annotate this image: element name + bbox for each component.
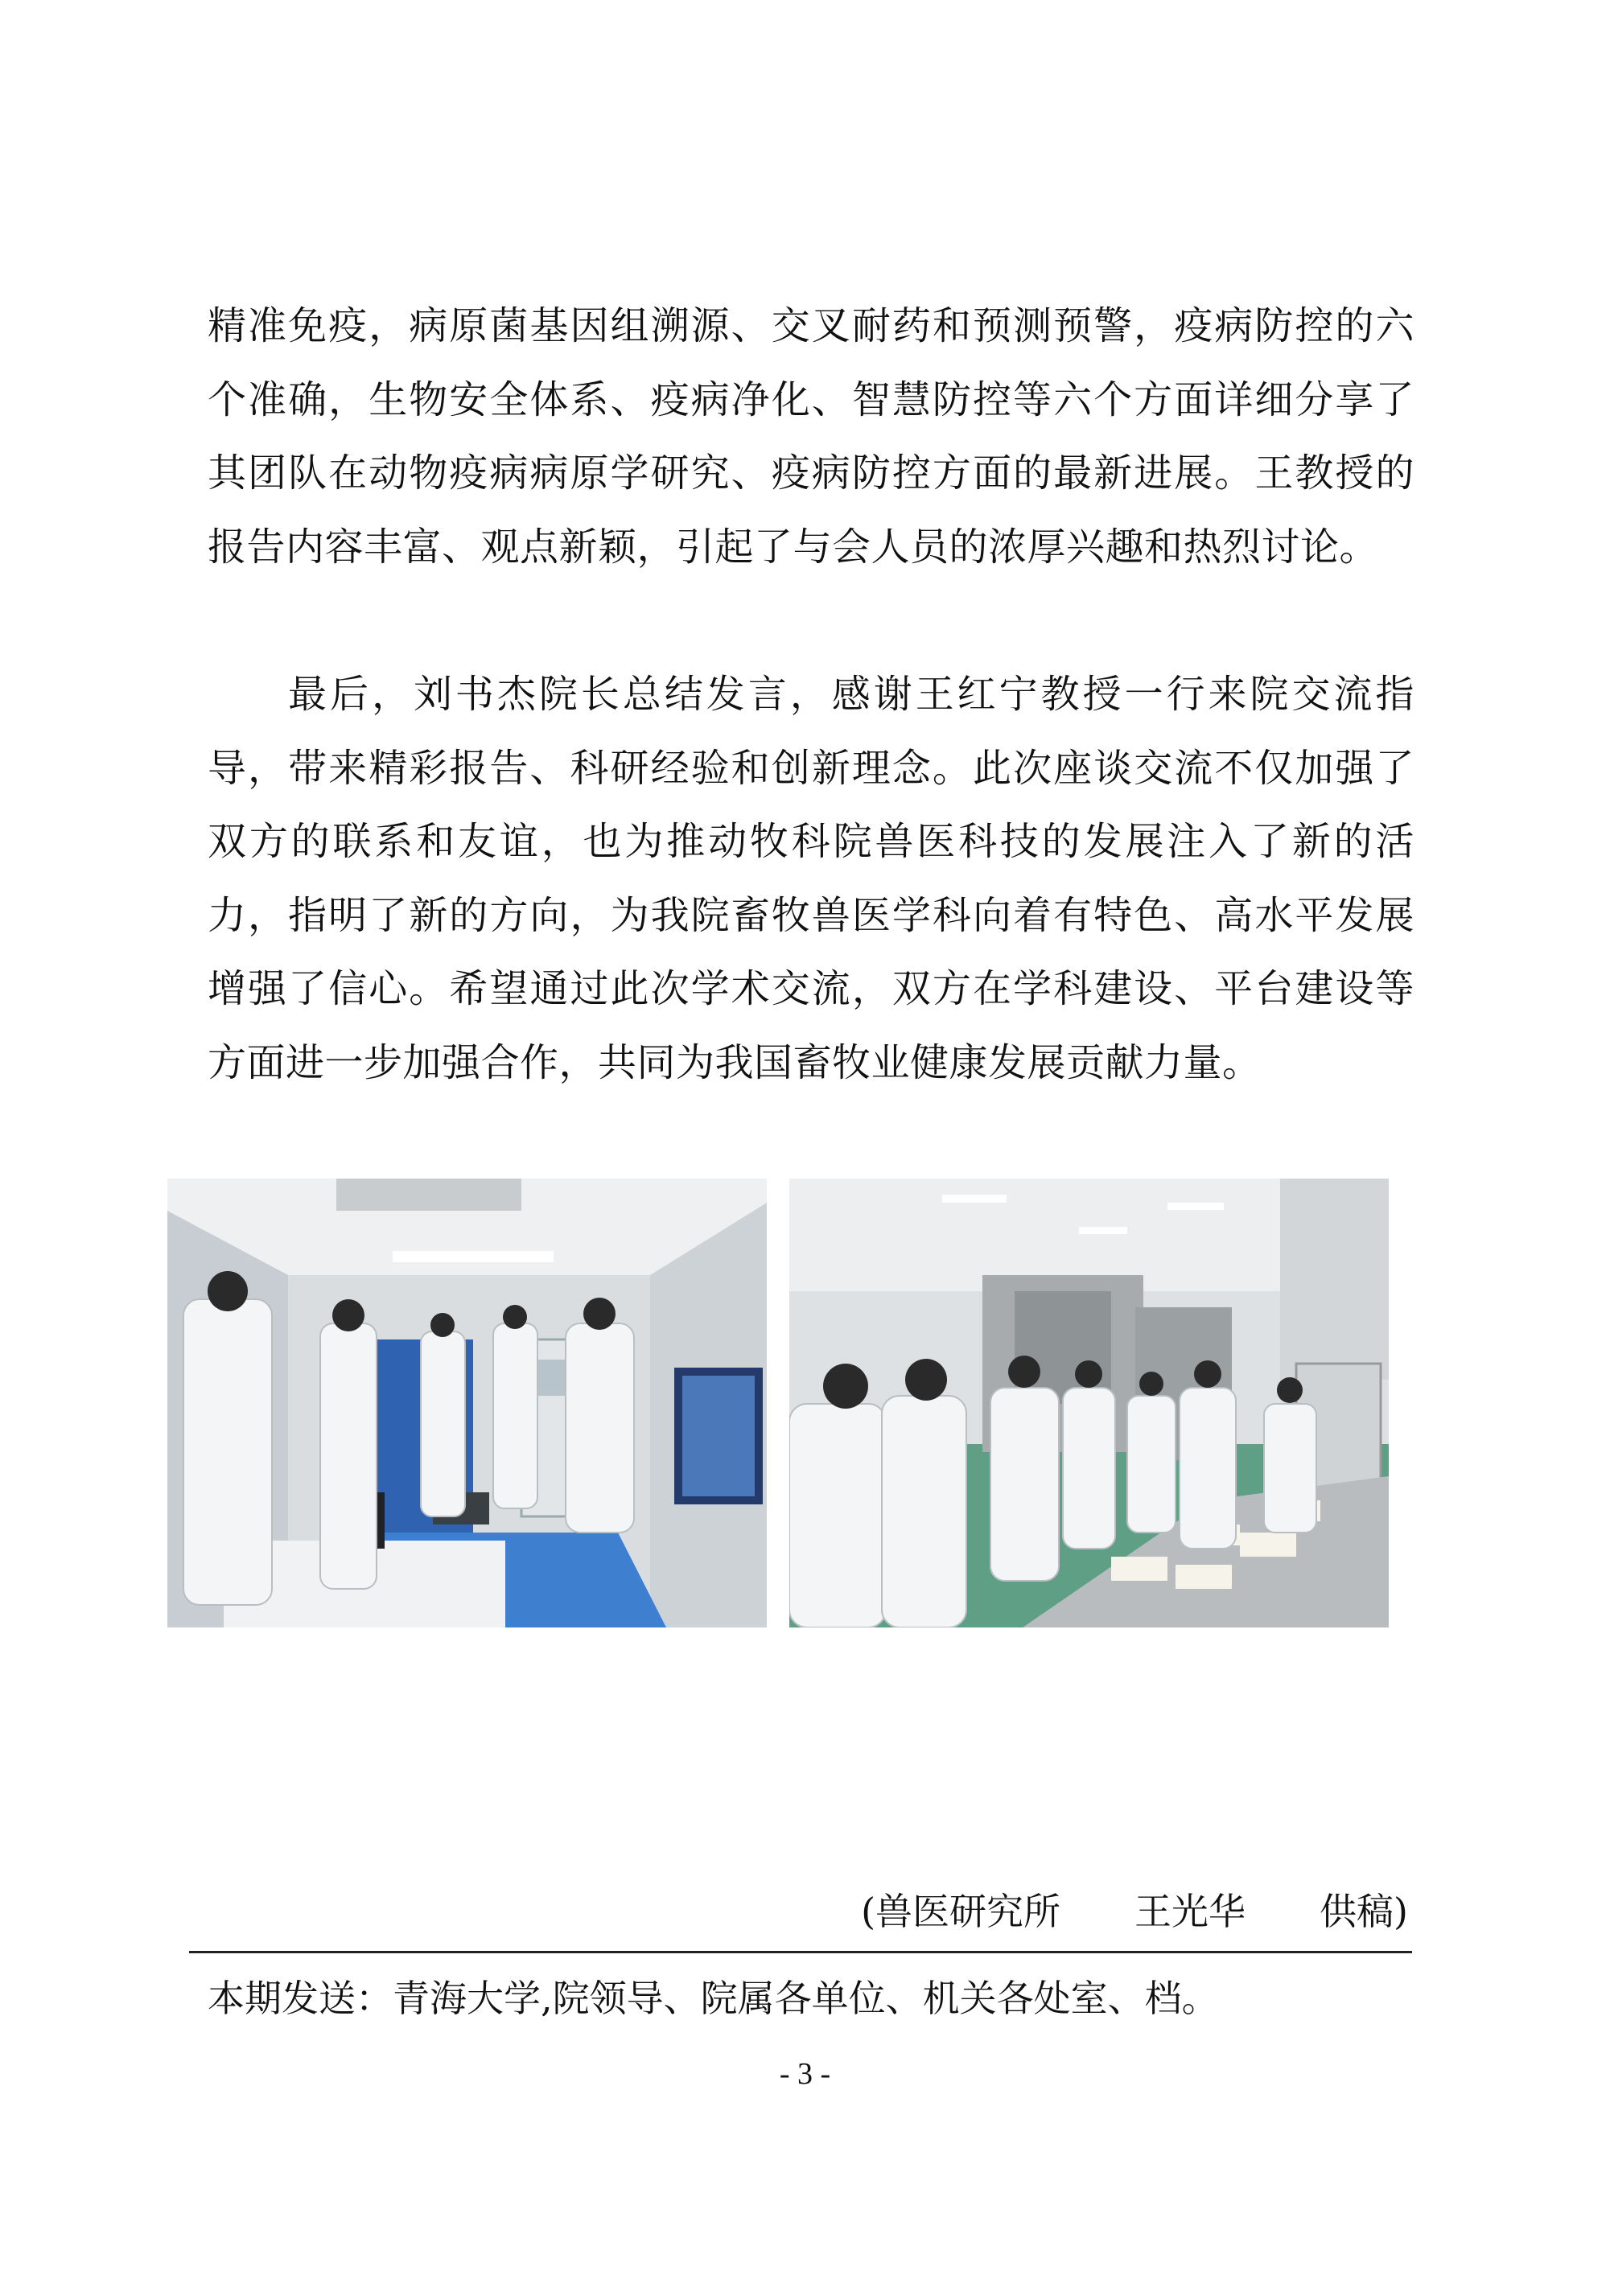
photo-lab-room [167,1179,767,1627]
body-paragraph-2: 最后，刘书杰院长总结发言，感谢王红宁教授一行来院交流指导，带来精彩报告、科研经验和创新理念。此次座谈交流不仅加强了双方的联系和友谊，也为推动牧科院兽医科技的发展注入了新的活力，指明了新的方向，为我院畜牧兽医学科向着有特色、高水平发展增强了信心。希望通过此次学术交流，双方在学科建设、平台建设等方面进一步加强合作，共同为我国畜牧业健康发展贡献力量。 [208,672,1414,1085]
page-number: - 3 - [779,2057,831,2091]
body-paragraph-1: 精准免疫，病原菌基因组溯源、交叉耐药和预测预警，疫病防控的六个准确，生物安全体系、疫病净化、智慧防控等六个方面详细分享了其团队在动物疫病病原学研究、疫病防控方面的最新进展。王教授的报告内容丰富、观点新颖，引起了与会人员的浓厚兴趣和热烈讨论。 [208,303,1414,570]
photo-workshop [789,1179,1389,1627]
byline: (兽医研究所 王光华 供稿) [861,1890,1408,1933]
footer-rule [189,1951,1412,1953]
distribution-line: 本期发送：青海大学,院领导、院属各单位、机关各处室、档。 [208,1977,1219,2020]
